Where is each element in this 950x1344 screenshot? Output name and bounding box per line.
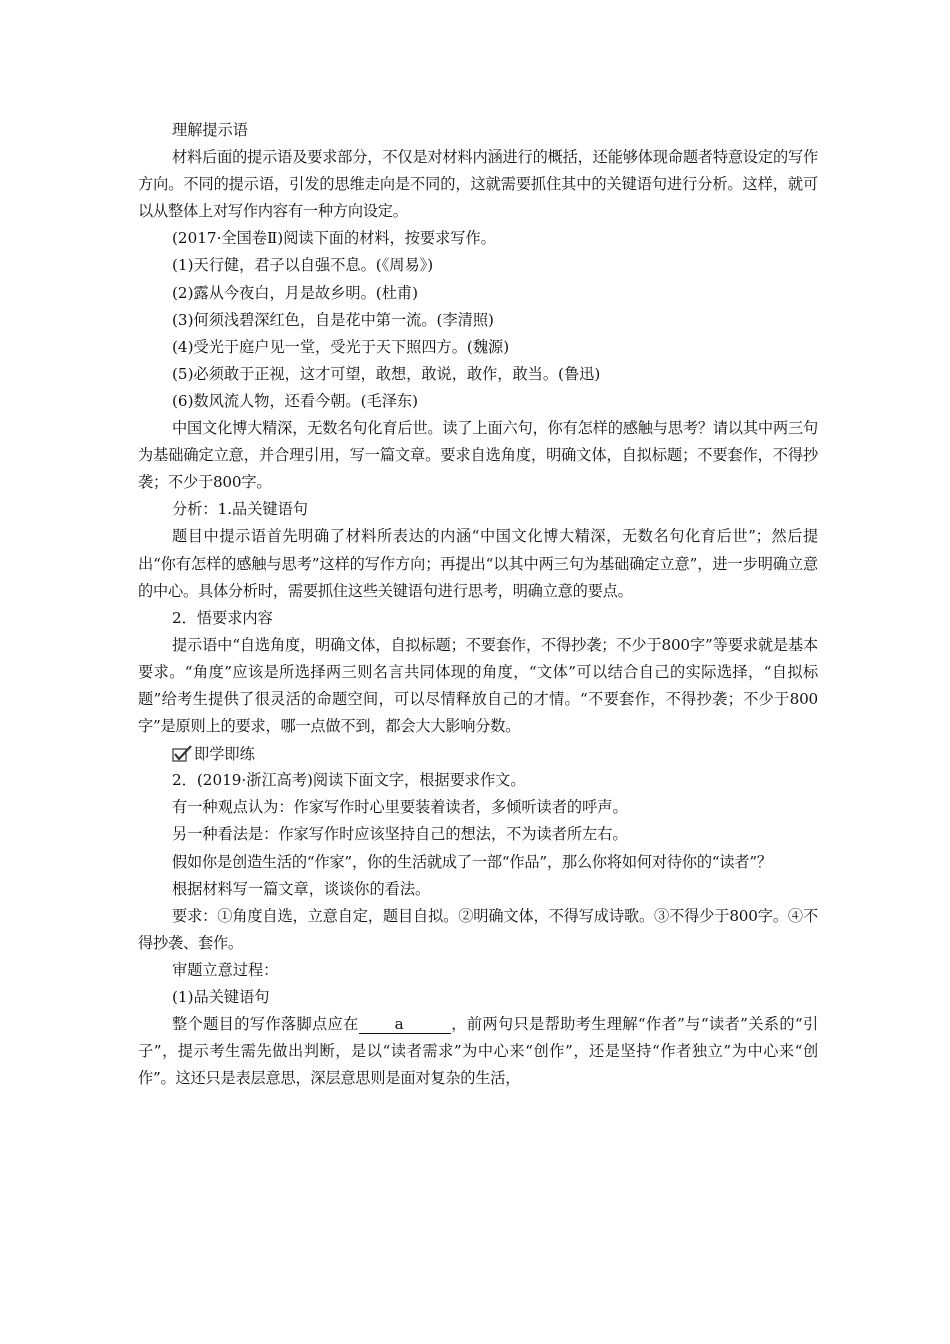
analysis-paragraph-1: 题目中提示语首先明确了材料所表达的内涵“中国文化博大精深，无数名句化育后世”；然后提出“你有怎样的感触与思考”这样的写作方向；再提出“以其中两三句为基础确定立意”，进一步明确立意的中心。具体分析时，需要抓住这些关键语句进行思考，明确立意的要点。 — [138, 527, 818, 600]
checkbox-check-icon — [172, 745, 192, 763]
practice-question: 2．(2019·浙江高考)阅读下面文字，根据要求作文。 — [172, 771, 526, 790]
practice-header — [138, 740, 818, 767]
analysis-paragraph-2: 提示语中“自选角度，明确文体，自拟标题；不要套作，不得抄袭；不少于800字”等要求就是基本要求。“角度”应该是所选择两三则名言共同体现的角度，“文体”可以结合自己的实际选择，“自拟标题”给考生提供了很灵活的命题空间，可以尽情释放自己的才情。“不要套作，不得抄袭；不少于800字”是原则上的要求，哪一点做不到，都会大大影响分数。 — [138, 635, 818, 736]
analysis-heading-1: 分析：1.品关键语句 — [172, 500, 308, 519]
step1-text-after: ，前两句只是帮助考生理解“作者”与“读者”关系的“引子”，提示考生需先做出判断，是以“读者需求”为中心来“创作”，还是坚持“作者独立”为中心来“创作”。这还只是表层意思，深层意思则是面对复杂的生活， — [138, 1015, 818, 1088]
step1-paragraph — [138, 1011, 818, 1092]
practice-requirements: 要求：①角度自选，立意自定，题目自拟。②明确文体，不得写成诗歌。③不得少于800字。④不得抄袭、套作。 — [138, 906, 818, 952]
step1-text-before: 整个题目的写作落脚点应在 — [172, 1015, 359, 1034]
step1-heading: (1)品关键语句 — [172, 988, 270, 1006]
example-task: 中国文化博大精深，无数名句化育后世。读了上面六句，你有怎样的感触与思考？请以其中两三句为基础确定立意，并合理引用，写一篇文章。要求自选角度，明确文体，自拟标题；不要套作，不得抄袭；不少于800字。 — [138, 419, 818, 492]
document-page — [138, 117, 818, 1092]
practice-question-body: 假如你是创造生活的“作家”，你的生活就成了一部“作品”，那么你将如何对待你的“读者”？ — [172, 852, 772, 871]
practice-label: 即学即练 — [194, 745, 255, 764]
quote-item: (3)何须浅碧深红色，自是花中第一流。(李清照) — [172, 310, 494, 329]
practice-instruction: 根据材料写一篇文章，谈谈你的看法。 — [172, 879, 431, 898]
answer-blank: a — [359, 1016, 451, 1034]
quote-item: (6)数风流人物，还看今朝。(毛泽东) — [172, 391, 418, 410]
quote-item: (2)露从今夜白，月是故乡明。(杜甫) — [172, 283, 418, 302]
quote-item: (4)受光于庭户见一堂，受光于天下照四方。(魏源) — [172, 337, 510, 356]
practice-view-2: 另一种看法是：作家写作时应该坚持自己的想法，不为读者所左右。 — [172, 825, 628, 844]
practice-view-1: 有一种观点认为：作家写作时心里要装着读者，多倾听读者的呼声。 — [172, 798, 628, 817]
quote-item: (5)必须敢于正视，这才可望，敢想，敢说，敢作，敢当。(鲁迅) — [172, 364, 601, 383]
example-prompt: (2017·全国卷Ⅱ)阅读下面的材料，按要求写作。 — [172, 229, 496, 248]
quote-item: (1)天行健，君子以自强不息。(《周易》) — [172, 256, 434, 275]
analysis-heading-2: 2．悟要求内容 — [172, 608, 273, 627]
intro-paragraph: 材料后面的提示语及要求部分，不仅是对材料内涵进行的概括，还能够体现命题者特意设定的写作方向。不同的提示语，引发的思维走向是不同的，这就需要抓住其中的关键语句进行分析。这样，就可以从整体上对写作内容有一种方向设定。 — [138, 148, 818, 221]
section-title: 理解提示语 — [172, 121, 248, 139]
process-heading: 审题立意过程： — [172, 960, 279, 979]
